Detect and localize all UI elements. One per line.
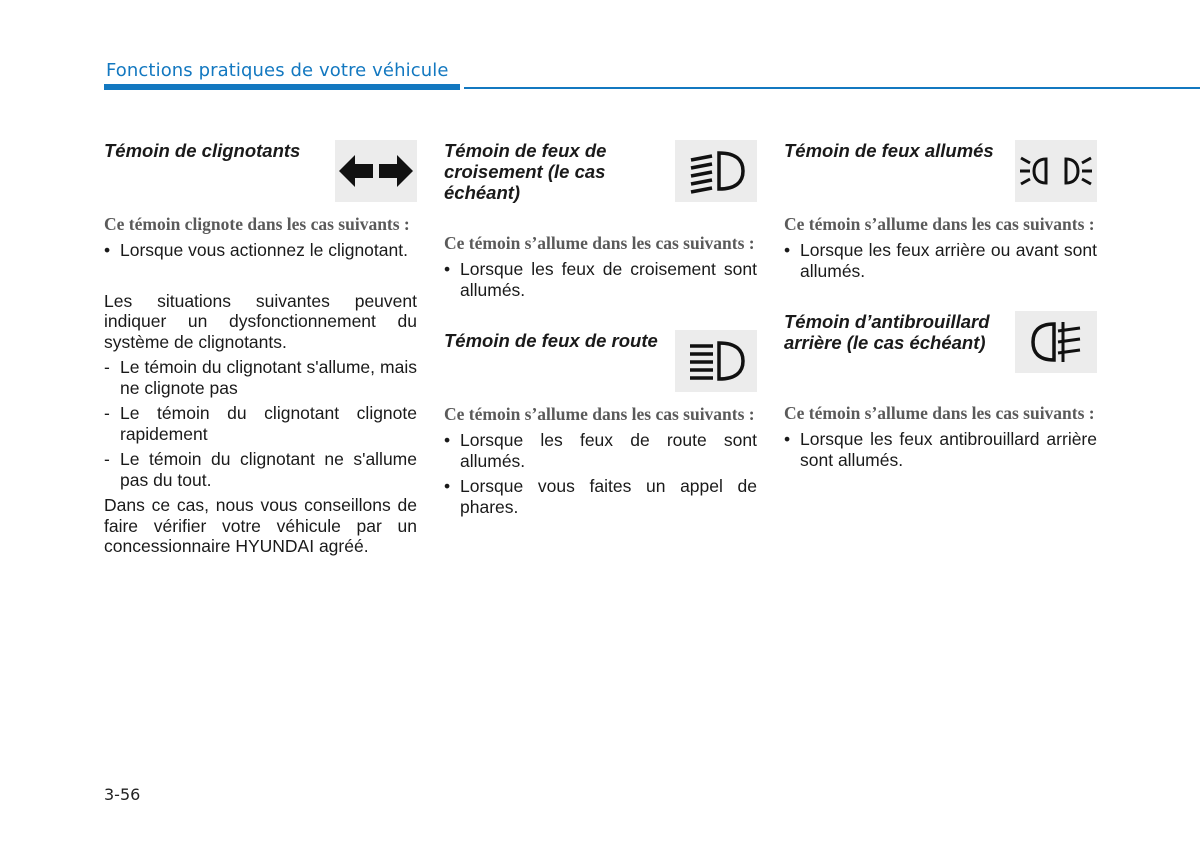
- low-beam-lead: Ce témoin s’allume dans les cas suivants :: [444, 233, 755, 253]
- list-item: - Le témoin du clignotant clignote rapidement: [104, 403, 417, 444]
- turn-signal-title: Témoin de clignotants: [104, 140, 301, 161]
- rear-fog-lead: Ce témoin s’allume dans les cas suivants :: [784, 403, 1095, 423]
- high-beam-icon: [675, 330, 757, 392]
- rear-fog-light-icon: [1015, 311, 1097, 373]
- list-item: • Lorsque vous actionnez le clignotant.: [104, 240, 408, 260]
- low-beam-title: Témoin de feux de croisement (le cas échéant): [444, 140, 607, 203]
- position-lights-section: [784, 140, 1097, 281]
- position-lights-lead: Ce témoin s’allume dans les cas suivants :: [784, 214, 1095, 234]
- column-2: [444, 140, 757, 517]
- page-number: 3-56: [104, 785, 141, 804]
- turn-signal-arrows-icon: [335, 140, 417, 202]
- turn-signal-section: [104, 140, 417, 261]
- list-item: - Le témoin du clignotant ne s'allume pas du tout.: [104, 449, 417, 490]
- position-lights-title: Témoin de feux allumés: [784, 140, 994, 161]
- header-rule: [464, 87, 1200, 89]
- high-beam-title: Témoin de feux de route: [444, 330, 658, 351]
- list-item: • Lorsque vous faites un appel de phares.: [444, 476, 757, 517]
- list-item: • Lorsque les feux de route sont allumés.: [444, 430, 757, 471]
- list-item: • Lorsque les feux arrière ou avant sont allumés.: [784, 240, 1097, 281]
- column-3: [784, 140, 1097, 470]
- malfunction-paragraph: Les situations suivantes peuvent indiquer un dysfonctionnement du système de clignotants.: [104, 290, 417, 352]
- list-item: • Lorsque les feux de croisement sont allumés.: [444, 259, 757, 300]
- rear-fog-section: [784, 311, 1097, 470]
- high-beam-section: [444, 330, 757, 517]
- header-accent-bar: [104, 84, 460, 90]
- list-item: • Lorsque les feux antibrouillard arrière sont allumés.: [784, 429, 1097, 470]
- position-lights-icon: [1015, 140, 1097, 202]
- list-item: - Le témoin du clignotant s'allume, mais ne clignote pas: [104, 357, 417, 398]
- high-beam-lead: Ce témoin s’allume dans les cas suivants :: [444, 404, 755, 424]
- section-header-title: Fonctions pratiques de votre véhicule: [106, 60, 449, 81]
- advice-paragraph: Dans ce cas, nous vous conseillons de faire vérifier votre véhicule par un concessionnaire HYUNDAI agréé.: [104, 495, 417, 556]
- low-beam-section: [444, 140, 757, 300]
- low-beam-icon: [675, 140, 757, 202]
- column-1: [104, 140, 417, 557]
- turn-signal-lead: Ce témoin clignote dans les cas suivants :: [104, 214, 410, 234]
- rear-fog-title: Témoin d’antibrouillard arrière (le cas échéant): [784, 311, 990, 353]
